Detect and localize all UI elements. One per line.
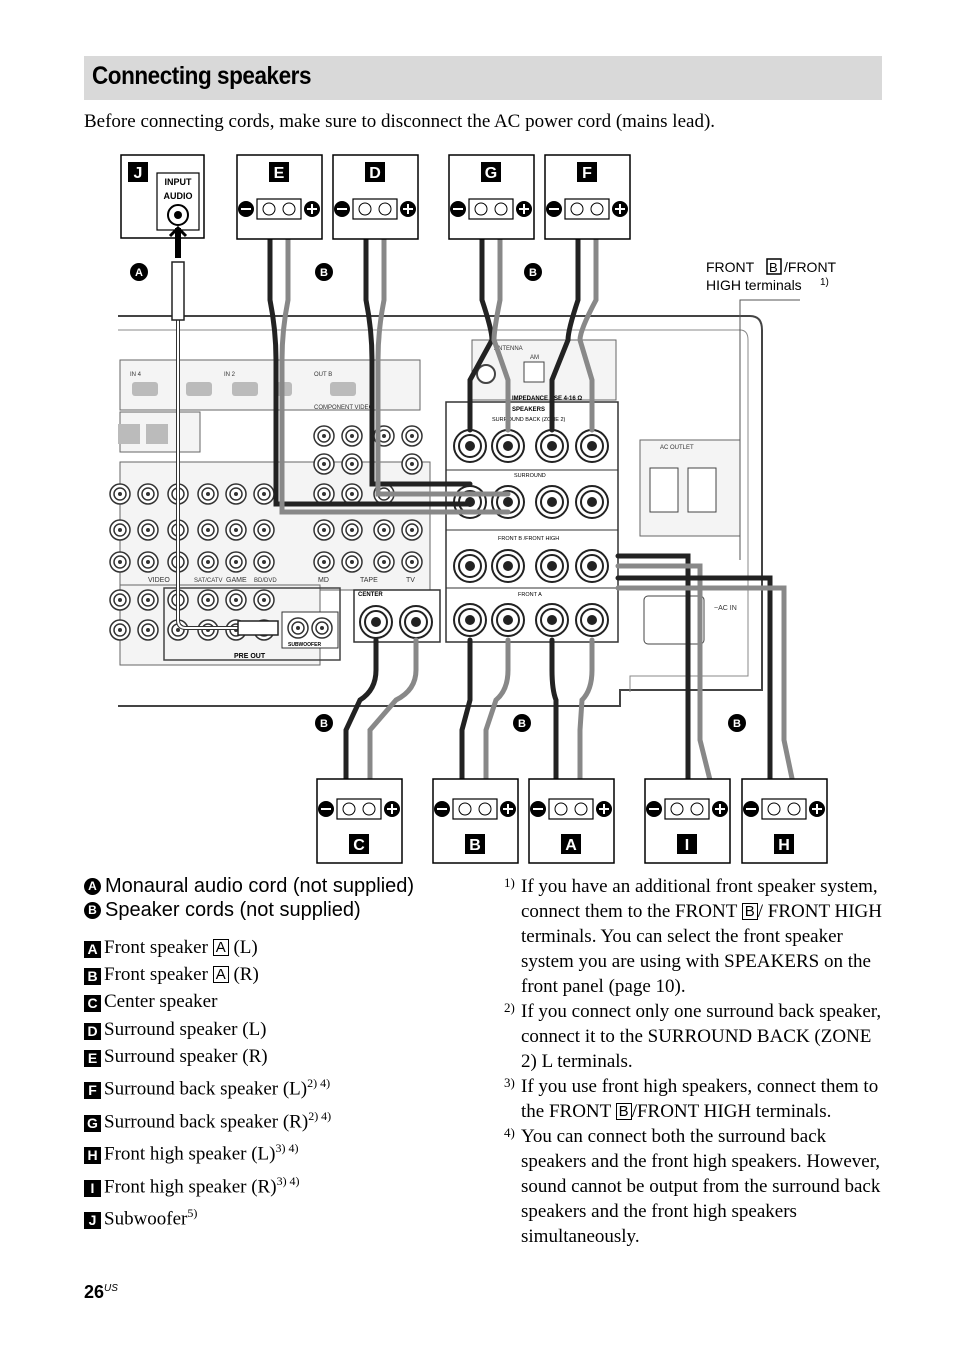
speaker-legend-footnote-ref: 2) 4) bbox=[308, 1108, 332, 1123]
footnote bbox=[504, 874, 886, 999]
top-speaker-g bbox=[449, 155, 534, 239]
top-speaker-e bbox=[237, 155, 322, 239]
label-video: VIDEO bbox=[148, 577, 170, 584]
speaker-tag: D bbox=[369, 165, 381, 182]
label-md: MD bbox=[318, 577, 329, 584]
cord-marker-a: A bbox=[84, 878, 101, 895]
subwoofer-box bbox=[121, 155, 204, 258]
speaker-legend-tag: C bbox=[84, 995, 101, 1012]
front-b-callout-box: B bbox=[769, 260, 778, 275]
label-tv: TV bbox=[406, 577, 415, 584]
cord-marker-b: B bbox=[733, 718, 741, 730]
speaker-legend-tag: F bbox=[84, 1082, 101, 1099]
bottom-speaker-i bbox=[645, 779, 730, 863]
footnotes bbox=[504, 874, 886, 1249]
speaker-legend-text: Surround back speaker (R) bbox=[104, 1110, 309, 1132]
speaker-legend-text: Front high speaker (R) bbox=[104, 1175, 277, 1197]
svg-text:FRONT: FRONT bbox=[706, 259, 755, 275]
top-speaker-d bbox=[333, 155, 418, 239]
front-b-callout-terminals: HIGH terminals bbox=[706, 277, 802, 293]
speaker-legend-side: (R) bbox=[228, 964, 259, 986]
speaker-legend-text: Front high speaker (L) bbox=[104, 1143, 276, 1165]
label-front-a: FRONT A bbox=[518, 592, 542, 598]
footnote-box: B bbox=[616, 1103, 632, 1120]
page-number bbox=[84, 1282, 118, 1303]
speaker-legend-text: Surround speaker (R) bbox=[104, 1045, 268, 1067]
footnote-text: If you have an additional front speaker system, connect them to the FRONT bbox=[521, 876, 878, 922]
footnote-number: 2) bbox=[504, 1000, 515, 1015]
cord-marker-b: B bbox=[518, 718, 526, 730]
speaker-legend-tag: G bbox=[84, 1115, 101, 1132]
footnote bbox=[504, 1124, 886, 1249]
svg-text:IN 2: IN 2 bbox=[224, 372, 236, 378]
cord-marker-b: B bbox=[320, 267, 328, 279]
label-component-video: COMPONENT VIDEO bbox=[314, 405, 374, 411]
footnote-number: 4) bbox=[504, 1125, 515, 1140]
speaker-legend-item bbox=[84, 934, 331, 961]
speaker-legend-tag: B bbox=[84, 968, 101, 985]
speaker-legend-text: Front speaker bbox=[104, 964, 213, 986]
intro-text: Before connecting cords, make sure to disconnect the AC power cord (mains lead). bbox=[84, 111, 716, 132]
speaker-legend-tag: J bbox=[84, 1212, 101, 1229]
subwoofer-tag: J bbox=[133, 165, 143, 182]
label-game: GAME bbox=[226, 577, 247, 584]
label-impedance: IMPEDANCE USE 4-16 Ω bbox=[512, 396, 583, 402]
label-tape: TAPE bbox=[360, 577, 378, 584]
footnote bbox=[504, 999, 886, 1074]
footnote-text: You can connect both the surround back speakers and the front high speakers. However, sound cannot be output from the surround back speakers and the front high speakers simultaneously. bbox=[521, 1126, 881, 1247]
speaker-tag: B bbox=[469, 837, 481, 854]
speaker-tag: E bbox=[273, 165, 285, 182]
label-pre-out-subwoofer: SUBWOOFER bbox=[288, 642, 322, 648]
front-b-pointer-line bbox=[740, 300, 800, 560]
label-surround-back: SURROUND BACK (ZONE 2) bbox=[492, 417, 566, 423]
footnote-text-cont: /FRONT HIGH terminals. bbox=[631, 1101, 832, 1122]
cord-marker-b: B bbox=[320, 718, 328, 730]
label-am: AM bbox=[530, 355, 539, 361]
label-front-b-high: FRONT B /FRONT HIGH bbox=[498, 536, 560, 542]
front-b-callout-sup: 1) bbox=[820, 277, 829, 288]
label-sat-catv: SAT/CATV bbox=[194, 578, 223, 584]
speaker-legend-item bbox=[84, 961, 331, 988]
speaker-legend-item bbox=[84, 1135, 331, 1168]
footnote-number: 1) bbox=[504, 875, 515, 890]
label-ac-outlet: AC OUTLET bbox=[660, 445, 694, 451]
speaker-legend-text: Front speaker bbox=[104, 937, 213, 958]
footnote-text: If you connect only one surround back speaker, connect it to the SURROUND BACK (ZONE 2) L terminals. bbox=[521, 1001, 882, 1072]
cord-legend-item bbox=[84, 874, 414, 898]
cord-legend-text: Monaural audio cord (not supplied) bbox=[105, 875, 415, 897]
speaker-legend-text: Center speaker bbox=[104, 991, 218, 1013]
speaker-legend-text: Surround speaker (L) bbox=[104, 1018, 267, 1040]
speaker-legend-tag: A bbox=[84, 941, 101, 958]
sub-audio-label: AUDIO bbox=[163, 191, 193, 201]
footnote-box: B bbox=[742, 903, 758, 920]
front-b-callout bbox=[706, 259, 837, 293]
label-surround: SURROUND bbox=[514, 473, 546, 479]
footnote-text: If you use front high speakers, connect them to the FRONT bbox=[521, 1076, 879, 1122]
speaker-legend-item bbox=[84, 1016, 331, 1043]
label-antenna: ANTENNA bbox=[494, 346, 523, 352]
speaker-tag: I bbox=[684, 837, 690, 854]
speaker-tag: G bbox=[484, 165, 498, 182]
page-number-value: 26 bbox=[84, 1282, 105, 1302]
bottom-speaker-b bbox=[433, 779, 518, 863]
speaker-legend-box: A bbox=[213, 939, 229, 956]
cord-marker-a: A bbox=[135, 267, 143, 279]
sub-input-label: INPUT bbox=[164, 177, 192, 187]
speaker-legend-text: Surround back speaker (L) bbox=[104, 1078, 308, 1100]
speaker-legend-item bbox=[84, 1168, 331, 1201]
label-pre-out: PRE OUT bbox=[234, 653, 266, 660]
section-title: Connecting speakers bbox=[92, 62, 312, 90]
speaker-legend-footnote-ref: 3) 4) bbox=[275, 1141, 299, 1156]
label-ac-in: ~AC IN bbox=[714, 605, 737, 612]
speaker-legend-item bbox=[84, 988, 331, 1015]
bottom-speaker-c bbox=[317, 779, 402, 863]
label-speakers: SPEAKERS bbox=[512, 407, 546, 413]
speaker-tag: A bbox=[565, 837, 577, 854]
cord-legend-text: Speaker cords (not supplied) bbox=[105, 899, 361, 921]
top-speaker-f bbox=[545, 155, 630, 239]
cord-legend bbox=[84, 874, 414, 922]
label-bd-dvd: BD/DVD bbox=[254, 578, 277, 584]
bottom-speaker-h bbox=[742, 779, 827, 863]
page-number-suffix: US bbox=[104, 1283, 118, 1294]
footnote-text-cont: / FRONT HIGH terminals. You can select the front speaker system you are using with SPEAKERS on the front panel (page 10). bbox=[521, 901, 882, 997]
speaker-legend-item bbox=[84, 1070, 331, 1103]
label-center: CENTER bbox=[358, 592, 383, 598]
cord-marker-b: B bbox=[84, 902, 101, 919]
footnote bbox=[504, 1074, 886, 1124]
bottom-speaker-a bbox=[529, 779, 614, 863]
speaker-legend-footnote-ref: 2) 4) bbox=[307, 1076, 331, 1091]
speaker-tag: F bbox=[582, 165, 592, 182]
svg-text:OUT B: OUT B bbox=[314, 372, 333, 378]
svg-text:IN 4: IN 4 bbox=[130, 372, 142, 378]
speaker-legend-text: Subwoofer bbox=[104, 1208, 188, 1230]
front-b-callout-slash: /FRONT bbox=[784, 259, 837, 275]
speaker-legend-item bbox=[84, 1103, 331, 1136]
speaker-tag: C bbox=[353, 837, 365, 854]
cord-marker-b: B bbox=[529, 267, 537, 279]
speaker-legend-box: A bbox=[213, 966, 229, 983]
speaker-legend-item bbox=[84, 1200, 331, 1233]
speaker-legend-footnote-ref: 3) 4) bbox=[276, 1173, 300, 1188]
speaker-legend-side: (L) bbox=[228, 937, 258, 958]
speaker-legend-footnote-ref: 5) bbox=[187, 1206, 198, 1221]
speaker-legend bbox=[84, 934, 331, 1233]
speaker-legend-tag: H bbox=[84, 1147, 101, 1164]
footnote-number: 3) bbox=[504, 1075, 515, 1090]
speaker-legend-tag: E bbox=[84, 1050, 101, 1067]
speaker-tag: H bbox=[778, 837, 790, 854]
cord-legend-item bbox=[84, 898, 414, 922]
speaker-legend-item bbox=[84, 1043, 331, 1070]
speaker-legend-tag: I bbox=[84, 1180, 101, 1197]
speaker-legend-tag: D bbox=[84, 1023, 101, 1040]
